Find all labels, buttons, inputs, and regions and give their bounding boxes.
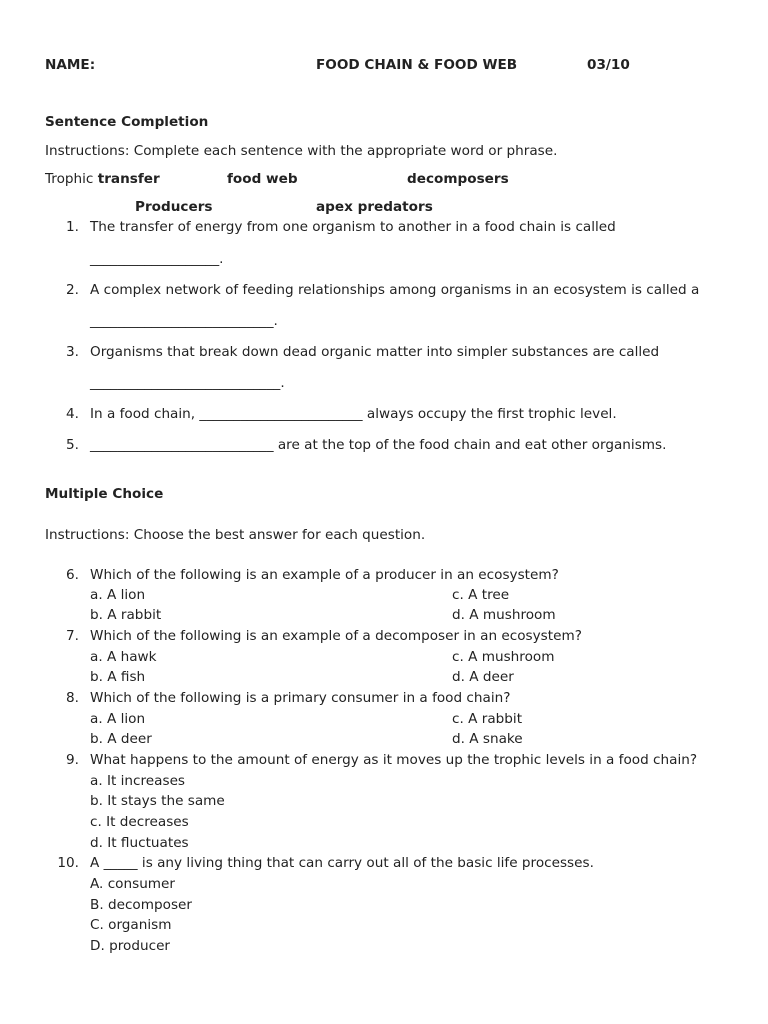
worksheet-date: 03/10 — [587, 57, 630, 73]
answer-option: b. A rabbit — [90, 607, 162, 623]
answer-option: C. organism — [90, 917, 172, 933]
question-number: 3. — [66, 344, 79, 360]
question-text: A _____ is any living thing that can carry out all of the basic life processes. — [90, 855, 594, 871]
answer-option: c. A rabbit — [452, 711, 523, 727]
answer-blank: ___________________________. — [90, 313, 278, 329]
answer-blank: ___________________. — [90, 251, 224, 267]
word-bank-prefix: Trophic — [45, 171, 98, 187]
question-number: 1. — [66, 219, 79, 235]
answer-option: b. A fish — [90, 669, 146, 685]
question-text: The transfer of energy from one organism to another in a food chain is called — [90, 219, 616, 235]
question-text: Which of the following is a primary consumer in a food chain? — [90, 690, 511, 706]
answer-blank: ____________________________. — [90, 375, 285, 391]
answer-option: B. decomposer — [90, 897, 192, 913]
question-number: 5. — [66, 437, 79, 453]
question-text: In a food chain, ________________________ always occupy the first trophic level. — [90, 406, 617, 422]
answer-option: c. It decreases — [90, 814, 189, 830]
question-text: A complex network of feeding relationships among organisms in an ecosystem is called a — [90, 282, 700, 298]
question-text: Organisms that break down dead organic matter into simpler substances are called — [90, 344, 660, 360]
worksheet-title: FOOD CHAIN & FOOD WEB — [316, 57, 518, 73]
answer-option: c. A mushroom — [452, 649, 555, 665]
question-number: 7. — [66, 628, 79, 644]
question-number: 10. — [57, 855, 79, 871]
sentence-completion-heading: Sentence Completion — [45, 114, 209, 130]
answer-option: d. A mushroom — [452, 607, 556, 623]
sentence-completion-instructions: Instructions: Complete each sentence with the appropriate word or phrase. — [45, 143, 558, 159]
answer-option: a. A lion — [90, 711, 146, 727]
question-number: 2. — [66, 282, 79, 298]
question-text: ___________________________ are at the top of the food chain and eat other organisms. — [90, 437, 667, 453]
answer-option: D. producer — [90, 938, 171, 954]
question-number: 4. — [66, 406, 79, 422]
word-bank-item: Producers — [135, 199, 213, 215]
answer-option: a. It increases — [90, 773, 186, 789]
word-bank-item: apex predators — [316, 199, 433, 215]
name-label: NAME: — [45, 57, 96, 73]
answer-option: c. A tree — [452, 587, 510, 603]
answer-option: d. A snake — [452, 731, 523, 747]
answer-option: a. A lion — [90, 587, 146, 603]
question-text: Which of the following is an example of a decomposer in an ecosystem? — [90, 628, 582, 644]
question-number: 8. — [66, 690, 79, 706]
answer-option: a. A hawk — [90, 649, 157, 665]
answer-option: d. It fluctuates — [90, 835, 189, 851]
question-number: 9. — [66, 752, 79, 768]
question-text: What happens to the amount of energy as it moves up the trophic levels in a food chain? — [90, 752, 698, 768]
word-bank-item: transfer — [97, 171, 160, 187]
multiple-choice-heading: Multiple Choice — [45, 486, 164, 502]
word-bank-row-1 — [45, 171, 160, 187]
word-bank-item: food web — [227, 171, 298, 187]
answer-option: b. It stays the same — [90, 793, 225, 809]
multiple-choice-instructions: Instructions: Choose the best answer for each question. — [45, 527, 426, 543]
answer-option: A. consumer — [90, 876, 176, 892]
word-bank-item: decomposers — [407, 171, 509, 187]
question-number: 6. — [66, 567, 79, 583]
question-text: Which of the following is an example of a producer in an ecosystem? — [90, 567, 559, 583]
answer-option: b. A deer — [90, 731, 152, 747]
answer-option: d. A deer — [452, 669, 514, 685]
